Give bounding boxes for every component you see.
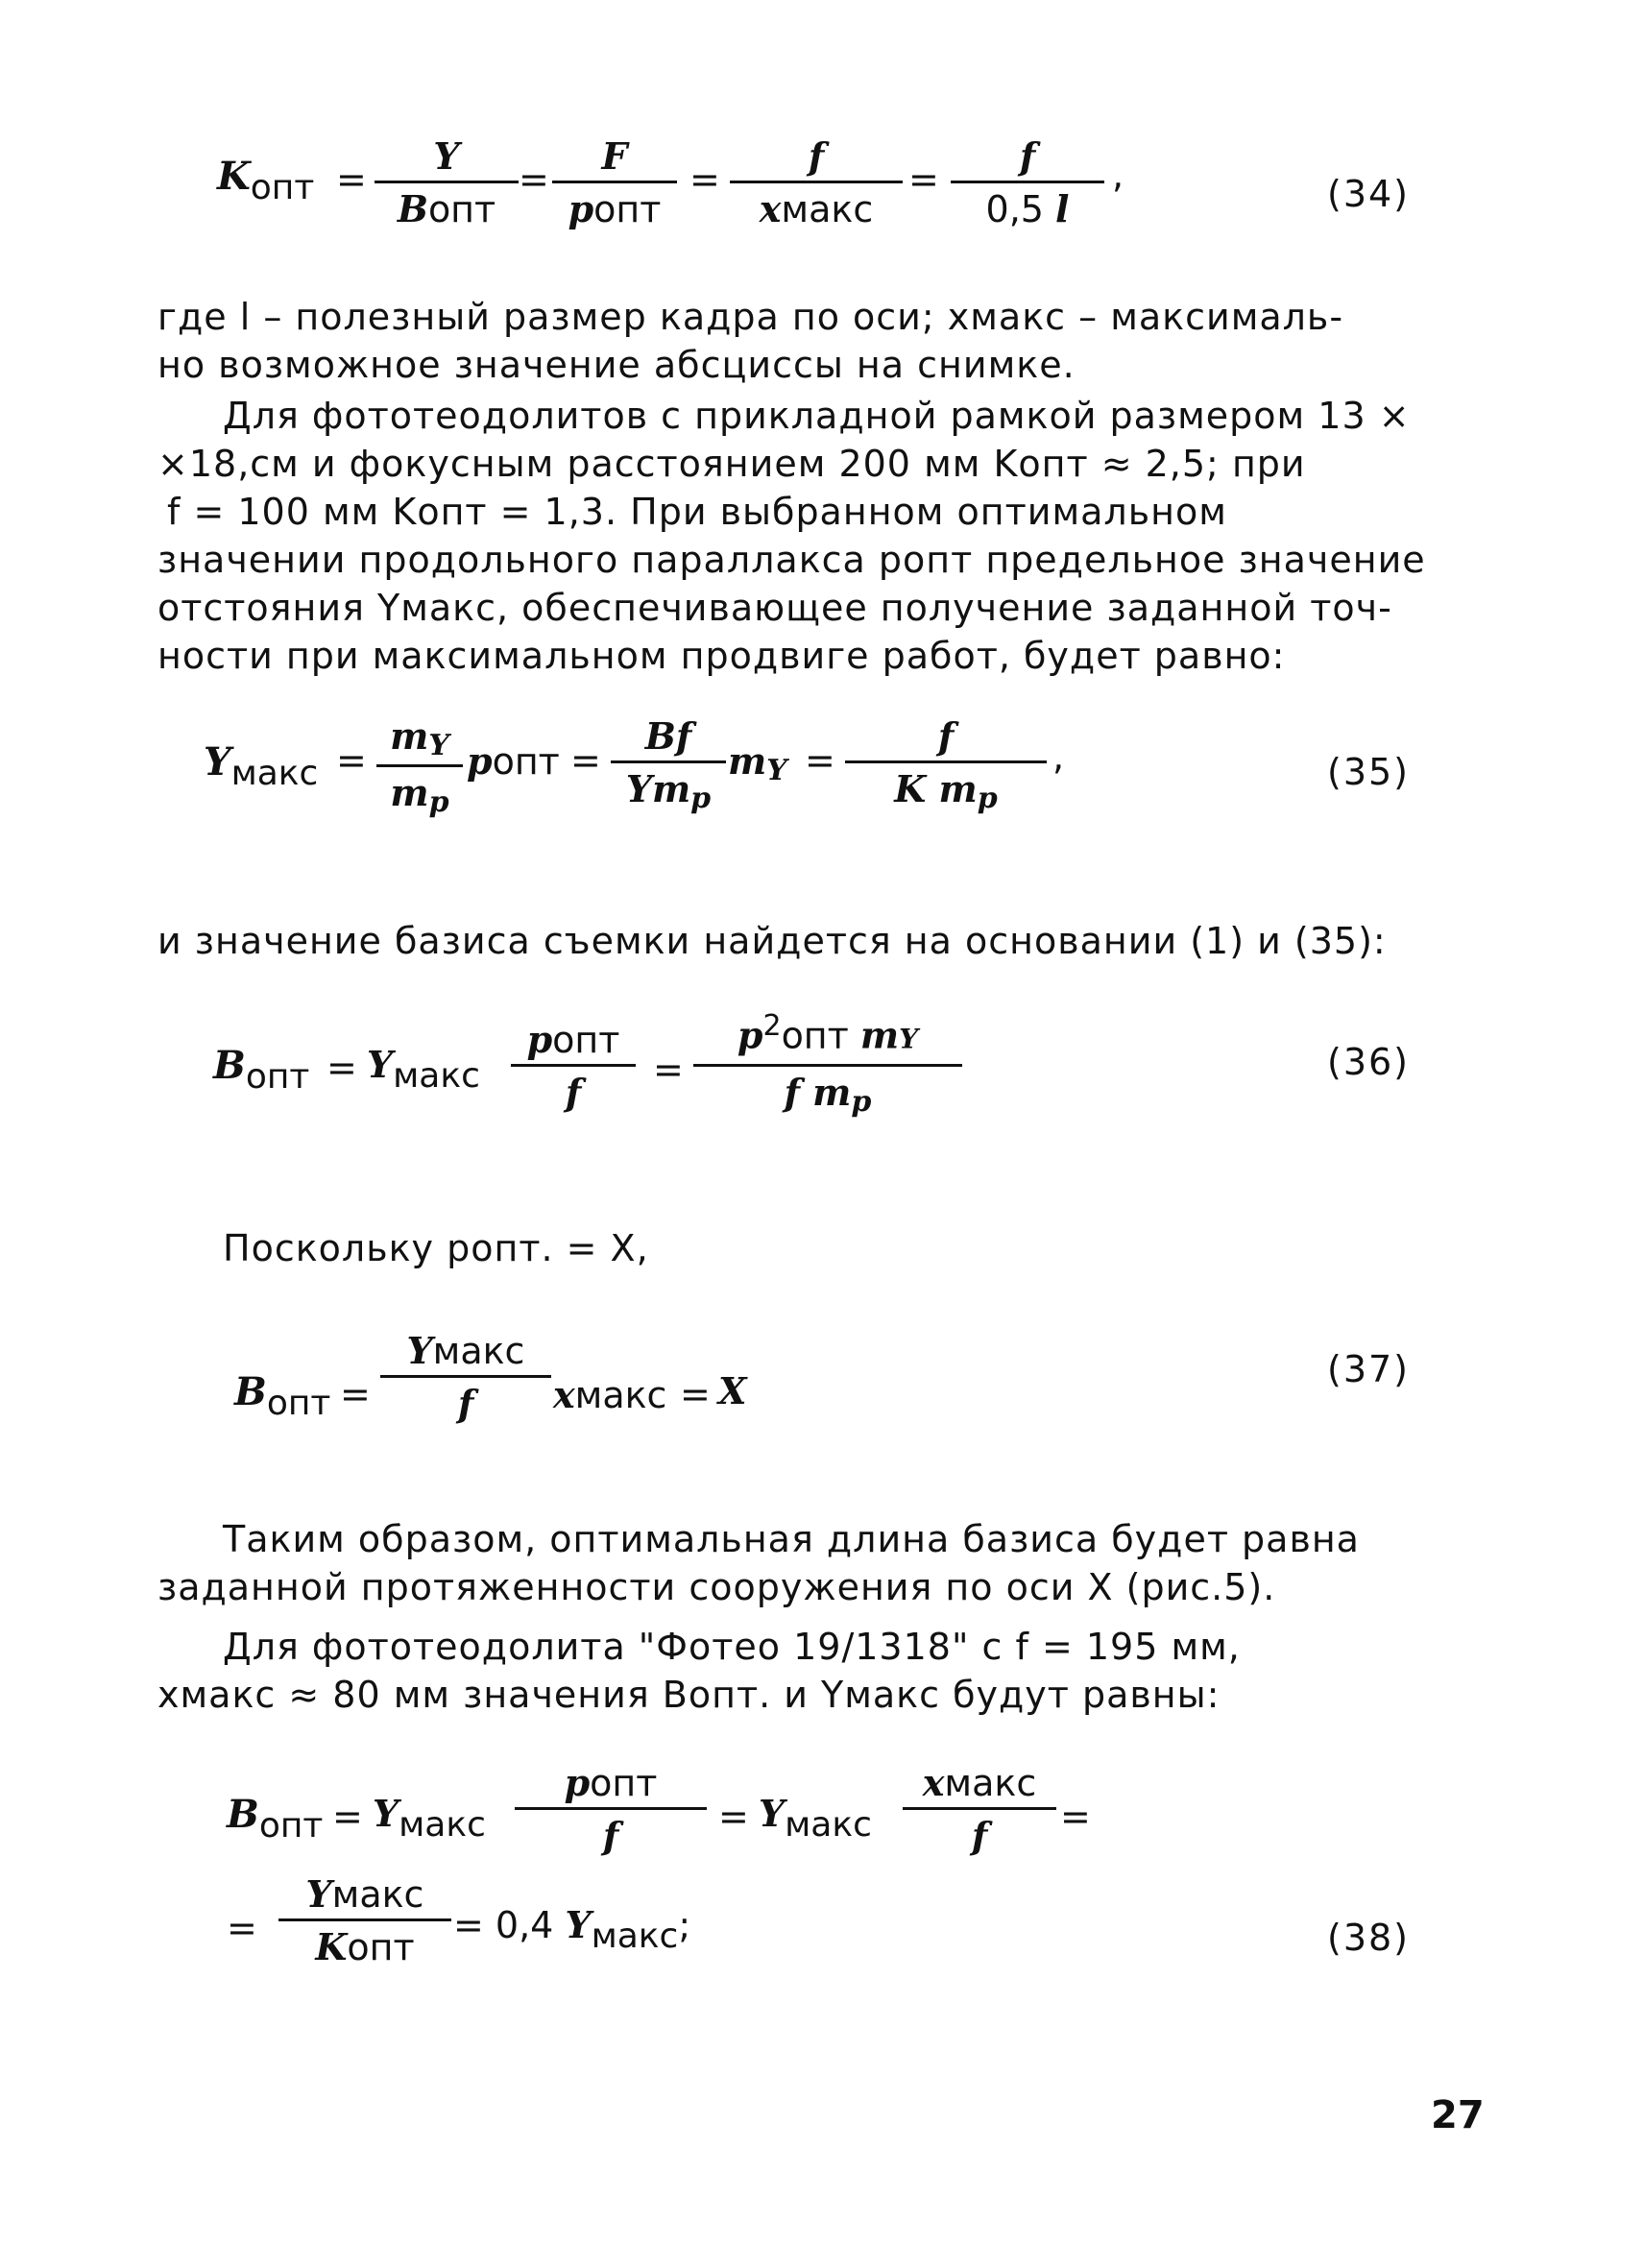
eq36-frac1: pопт f xyxy=(511,1018,636,1115)
paragraph-1-line-1: где l – полезный размер кадра по оси; xмакс – максималь- xyxy=(157,296,1344,338)
eq34-frac3: f xмакс xyxy=(730,134,903,231)
eq36-number: (36) xyxy=(1327,1041,1411,1083)
paragraph-2-line-5: отстояния Yмакс, обеспечивающее получение заданной точ- xyxy=(157,587,1392,629)
paragraph-2-line-3: f = 100 мм Kопт = 1,3. При выбранном оптимальном xyxy=(167,491,1227,533)
equation-37: Bопт = Yмакс f xмакс = X (37) xyxy=(234,1329,1411,1425)
paragraph-1-line-2: но возможное значение абсциссы на снимке. xyxy=(157,344,1076,386)
eq35-frac3: f K mp xyxy=(845,714,1047,815)
paragraph-4: Поскольку pопт. = X, xyxy=(223,1227,649,1269)
page-number: 27 xyxy=(1431,2093,1485,2137)
paragraph-6-line-1: Для фототеодолита "Фотео 19/1318" с f = 195 мм, xyxy=(223,1626,1241,1668)
eq37-number: (37) xyxy=(1327,1348,1411,1390)
eq38-frac3: Yмакс Kопт xyxy=(278,1872,451,1969)
eq34-frac1: Y Bопт xyxy=(375,134,519,231)
equation-36: Bопт = Yмакс pопт f = $p^2опт$ mY f mp (36) xyxy=(0,999,1644,1152)
eq35-frac1: mY mp xyxy=(376,714,463,819)
paragraph-3: и значение базиса съемки найдется на основании (1) и (35): xyxy=(157,920,1387,962)
equation-38: Bопт = Yмакс pопт f = Yмакс xмакс f = = Yмакс Kопт = 0,4 Yмакс; (38) xyxy=(227,1761,1411,1968)
paragraph-2-line-4: значении продольного параллакса pопт предельное значение xyxy=(157,539,1426,581)
paragraph-2-line-2: ×18,см и фокусным расстоянием 200 мм Kопт ≈ 2,5; при xyxy=(157,443,1306,485)
eq38-frac2: xмакс f xyxy=(903,1761,1056,1858)
eq38-number: (38) xyxy=(1327,1917,1411,1959)
eq38-frac1: pопт f xyxy=(515,1761,707,1858)
eq34-frac2: F pопт xyxy=(552,134,677,231)
equation-34: Kопт = Y Bопт = F pопт = f xмакс = f 0,5 l , (34) xyxy=(217,134,1411,230)
paragraph-5-line-1: Таким образом, оптимальная длина базиса будет равна xyxy=(223,1518,1360,1560)
paragraph-2-line-6: ности при максимальном продвиге работ, будет равно: xyxy=(157,635,1286,677)
paragraph-5-line-2: заданной протяженности сооружения по оси X (рис.5). xyxy=(157,1566,1276,1608)
eq34-number: (34) xyxy=(1327,173,1411,215)
paragraph-6-line-2: xмакс ≈ 80 мм значения Bопт. и Yмакс будут равны: xyxy=(157,1674,1221,1716)
eq35-number: (35) xyxy=(1327,751,1411,793)
eq36-frac2: $p^2опт$ mY f mp xyxy=(693,1004,962,1119)
equation-35: Yмакс = mY mp pопт = Bf Ymp mY = f K mp , (35) xyxy=(204,714,1411,819)
eq34-lhs: Kопт xyxy=(217,154,315,207)
eq34-frac4: f 0,5 l xyxy=(951,134,1104,231)
paragraph-2-line-1: Для фототеодолитов с прикладной рамкой размером 13 × xyxy=(223,395,1411,437)
eq37-frac1: Yмакс f xyxy=(380,1329,551,1426)
eq35-frac2: Bf Ymp xyxy=(611,714,726,815)
